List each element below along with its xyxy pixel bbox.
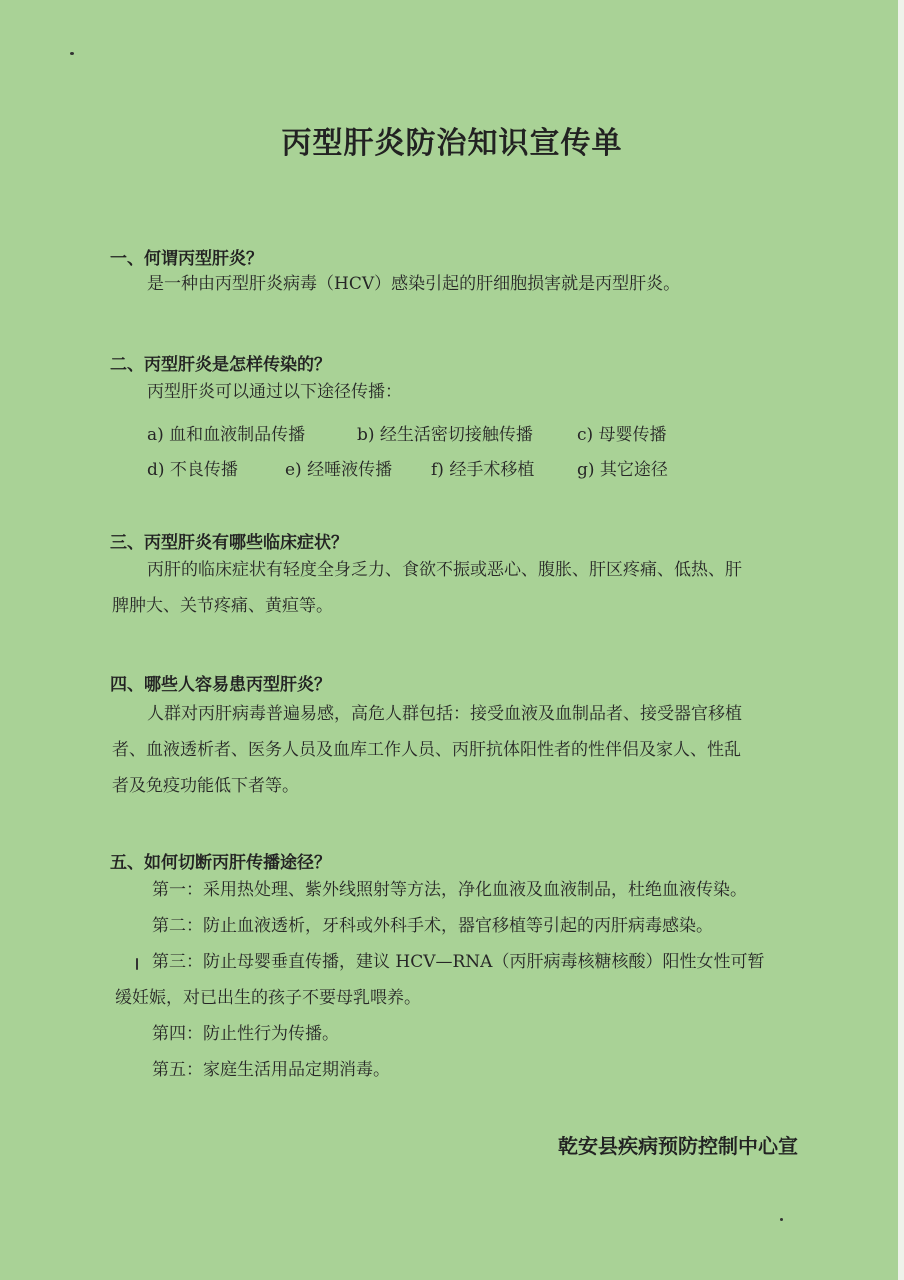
section-heading: 二、丙型肝炎是怎样传染的？ bbox=[110, 355, 331, 375]
section-text: 人群对丙肝病毒普遍易感，高危人群包括：接受血液及血制品者、接受器官移植 bbox=[147, 704, 742, 724]
flyer-title: 丙型肝炎防治知识宣传单 bbox=[281, 126, 623, 161]
section-text: 者、血液透析者、医务人员及血库工作人员、丙肝抗体阳性者的性伴侣及家人、性乱 bbox=[112, 740, 741, 760]
section-text: 第五：家庭生活用品定期消毒。 bbox=[152, 1060, 390, 1080]
section-text: 脾肿大、关节疼痛、黄疸等。 bbox=[112, 596, 333, 616]
section-text: 第二：防止血液透析，牙科或外科手术，器官移植等引起的丙肝病毒感染。 bbox=[152, 916, 713, 936]
scan-speck bbox=[136, 958, 138, 970]
route-item: b) 经生活密切接触传播 bbox=[357, 425, 533, 445]
section-text: 者及免疫功能低下者等。 bbox=[112, 776, 299, 796]
section-heading: 四、哪些人容易患丙型肝炎？ bbox=[110, 675, 331, 695]
section-text: 第一：采用热处理、紫外线照射等方法，净化血液及血液制品，杜绝血液传染。 bbox=[152, 880, 747, 900]
route-item: g) 其它途径 bbox=[577, 460, 668, 480]
scan-speck bbox=[780, 1218, 783, 1221]
section-text: 缓妊娠，对已出生的孩子不要母乳喂养。 bbox=[115, 988, 421, 1008]
section-text: 第四：防止性行为传播。 bbox=[152, 1024, 339, 1044]
route-item: a) 血和血液制品传播 bbox=[147, 425, 306, 445]
section-text: 第三：防止母婴垂直传播，建议 HCV—RNA（丙肝病毒核糖核酸）阳性女性可暂 bbox=[152, 952, 765, 972]
section-text: 丙肝的临床症状有轻度全身乏力、食欲不振或恶心、腹胀、肝区疼痛、低热、肝 bbox=[147, 560, 742, 580]
section-text: 是一种由丙型肝炎病毒（HCV）感染引起的肝细胞损害就是丙型肝炎。 bbox=[147, 274, 681, 294]
section-heading: 三、丙型肝炎有哪些临床症状？ bbox=[110, 533, 348, 553]
route-item: d) 不良传播 bbox=[147, 460, 238, 480]
route-item: f) 经手术移植 bbox=[431, 460, 535, 480]
section-heading: 五、如何切断丙肝传播途径？ bbox=[110, 853, 331, 873]
paper-edge bbox=[898, 0, 904, 1280]
route-item: c) 母婴传播 bbox=[577, 425, 667, 445]
section-heading: 一、何谓丙型肝炎？ bbox=[110, 249, 263, 269]
issuing-organization: 乾安县疾病预防控制中心宣 bbox=[558, 1134, 798, 1158]
route-item: e) 经唾液传播 bbox=[285, 460, 393, 480]
section-text: 丙型肝炎可以通过以下途径传播： bbox=[147, 382, 402, 402]
scan-speck bbox=[70, 52, 74, 55]
